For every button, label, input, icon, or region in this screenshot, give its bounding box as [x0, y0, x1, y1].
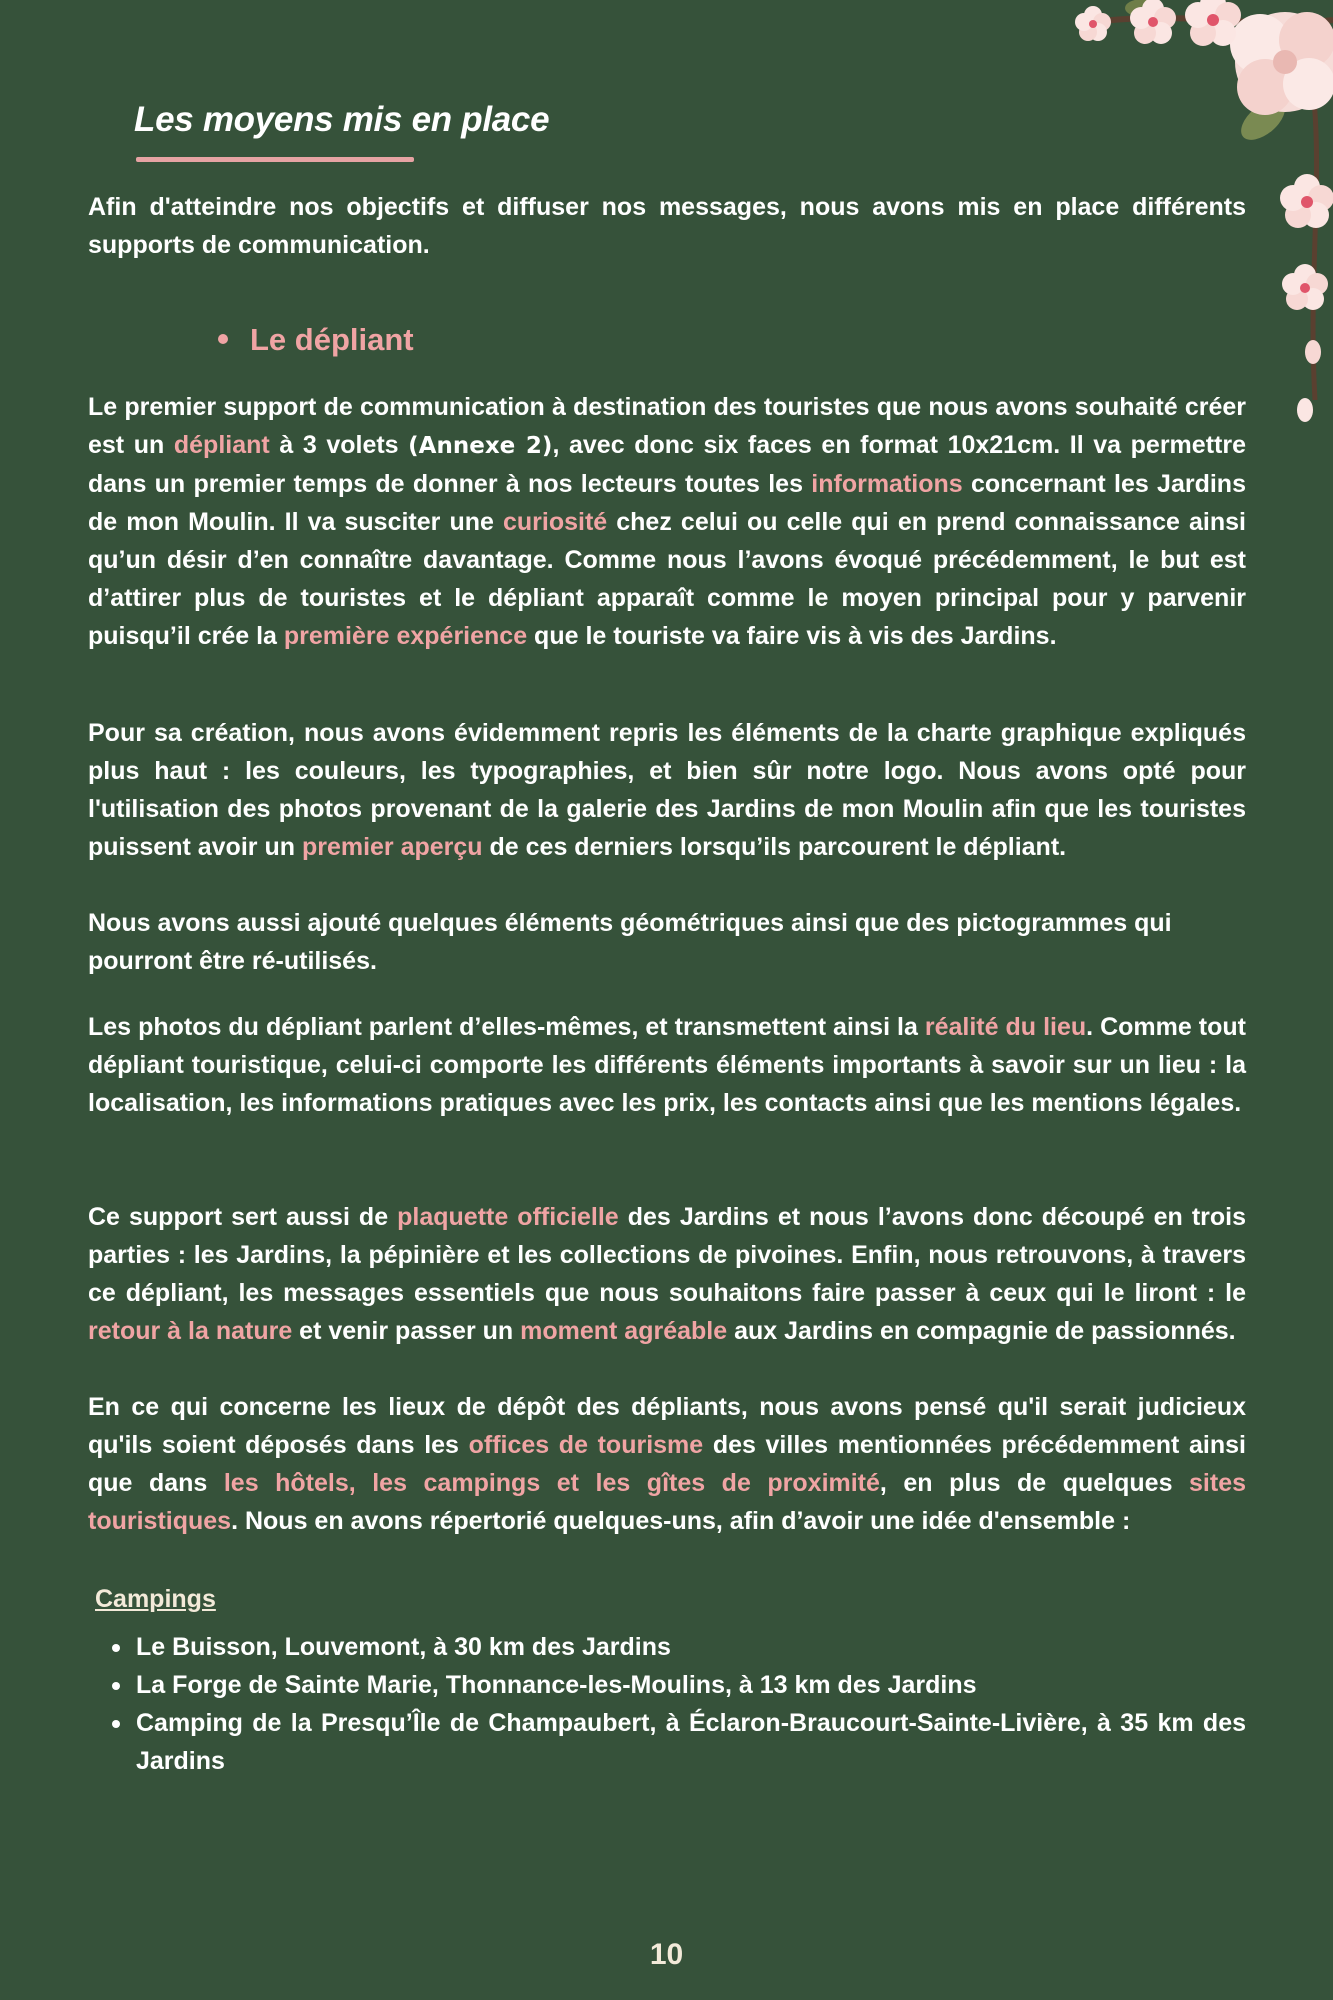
highlight: première expérience: [283, 622, 528, 650]
highlight: les hôtels, les campings et les gîtes de proximité: [223, 1469, 880, 1497]
text: de ces derniers lorsqu’ils parcourent le dépliant.: [482, 833, 1067, 861]
page-number: 10: [649, 1938, 684, 1971]
subsection-heading-text: Le dépliant: [250, 322, 414, 357]
highlight: plaquette officielle: [397, 1203, 619, 1231]
text: Pour sa création, nous avons évidemment repris les éléments de la charte graphique expliqués plus haut : les couleurs, les typographies, et bien sûr notre logo. Nous avons opté pour l'utilisation des photos provenant de la galerie des Jardins de mon Moulin afin que les touristes puissent avoir un: [88, 719, 1246, 861]
list-item: Camping de la Presqu’Île de Champaubert, à Éclaron-Braucourt-Sainte-Livière, à 35 km des Jardins: [112, 1704, 1246, 1780]
paragraph-plaquette: [88, 1198, 1246, 1350]
text: Le premier support de communication à destination des touristes que nous avons souhaité créer est un: [88, 393, 1246, 459]
list-item: La Forge de Sainte Marie, Thonnance-les-Moulins, à 13 km des Jardins: [112, 1666, 1246, 1704]
campings-list: [112, 1628, 1246, 1780]
text: En ce qui concerne les lieux de dépôt des dépliants, nous avons pensé qu'il serait judicieux qu'ils soient déposés dans les: [88, 1393, 1246, 1459]
text: à 3 volets: [269, 431, 409, 459]
highlight: offices de tourisme: [468, 1431, 704, 1459]
annex-reference: (Annexe 2): [408, 433, 553, 459]
text: des Jardins et nous l’avons donc découpé en trois parties : les Jardins, la pépinière et les collections de pivoines. Enfin, nous retrouvons, à travers ce dépliant, les messages essentiels que nous souhaitons faire passer à ceux qui le liront : le: [88, 1203, 1246, 1307]
text: Ce support sert aussi de: [88, 1203, 398, 1231]
text: chez celui ou celle qui en prend connaissance ainsi qu’un désir d’en connaître davantage. Comme nous l’avons évoqué précédemment, le but est d’attirer plus de touristes et le dépliant apparaît comme le moyen principal pour y parvenir puisqu’il crée la: [88, 508, 1246, 650]
highlight: retour à la nature: [88, 1317, 293, 1345]
text: . Nous en avons répertorié quelques-uns, afin d’avoir une idée d'ensemble :: [231, 1507, 1131, 1535]
paragraph-photos: [88, 1008, 1246, 1122]
text: des villes mentionnées précédemment ainsi que dans: [88, 1431, 1246, 1497]
highlight: moment agréable: [520, 1317, 728, 1345]
paragraph-depot: [88, 1388, 1246, 1540]
text: , en plus de quelques: [879, 1469, 1190, 1497]
highlight: premier aperçu: [301, 833, 483, 861]
bullet-icon: [218, 334, 228, 344]
paragraph-geometric: Nous avons aussi ajouté quelques éléments géométriques ainsi que des pictogrammes qui pourront être ré-utilisés.: [88, 909, 1172, 975]
highlight: réalité du lieu: [924, 1013, 1087, 1041]
text: que le touriste va faire vis à vis des Jardins.: [527, 622, 1057, 650]
text: concernant les Jardins de mon Moulin. Il va susciter une: [88, 470, 1246, 536]
highlight: informations: [811, 470, 963, 498]
campings-heading: Campings: [95, 1585, 216, 1613]
text: , avec donc six faces en format 10x21cm. Il va permettre dans un premier temps de donner à nos lecteurs toutes les: [88, 431, 1246, 498]
text: aux Jardins en compagnie de passionnés.: [727, 1317, 1236, 1345]
paragraph-depliant-intro: [88, 388, 1246, 655]
title-underline: [136, 157, 414, 162]
text: Les photos du dépliant parlent d’elles-mêmes, et transmettent ainsi la: [88, 1013, 925, 1041]
highlight: curiosité: [502, 508, 608, 536]
highlight: sites touristiques: [88, 1469, 1246, 1535]
text: . Comme tout dépliant touristique, celui-ci comporte les différents éléments importants à savoir sur un lieu : la localisation, les informations pratiques avec les prix, les contacts ainsi que les mentions légales.: [88, 1013, 1246, 1117]
highlight: dépliant: [173, 431, 270, 459]
list-item: Le Buisson, Louvemont, à 30 km des Jardins: [112, 1628, 1246, 1666]
section-title: Les moyens mis en place: [134, 100, 550, 139]
paragraph-creation: [88, 714, 1246, 866]
subsection-heading: [218, 322, 414, 358]
text: et venir passer un: [292, 1317, 521, 1345]
intro-paragraph: Afin d'atteindre nos objectifs et diffuser nos messages, nous avons mis en place différents supports de communication.: [88, 193, 1246, 259]
